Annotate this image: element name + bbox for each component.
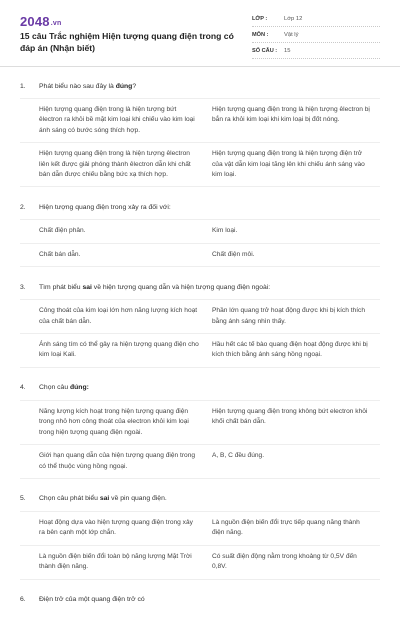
answer-option[interactable]: Chất điện phân. xyxy=(39,227,86,235)
meta-label: SỐ CÂU : xyxy=(252,48,278,54)
answer-option[interactable]: Chất bán dẫn. xyxy=(39,250,81,258)
answer-option[interactable]: Là nguồn điện biến đổi trực tiếp quang năng thành điện năng. xyxy=(212,518,360,537)
question-text-pre: Tìm phát biểu xyxy=(39,283,83,291)
answer-option[interactable]: Có suất điện động nằm trong khoảng từ 0,5V đến 0,8V. xyxy=(212,552,357,571)
question-text-post: về pin quang điện. xyxy=(109,495,167,503)
document-title: 15 câu Trắc nghiệm Hiện tượng quang điện trong có đáp án (Nhận biết) xyxy=(20,31,234,53)
answer-option[interactable]: Năng lượng kích hoạt trong hiện tượng quang điện trong nhỏ hơn công thoát của electron khỏi kim loại trong hiện tượng quang điện ngoài. xyxy=(39,407,189,436)
question-stem xyxy=(0,376,400,400)
answer-options xyxy=(20,511,380,580)
question-text-bold: sai xyxy=(99,495,110,503)
answer-option[interactable]: Kim loại. xyxy=(212,227,238,235)
answer-option[interactable]: Giới hạn quang dẫn của hiện tượng quang điện trong có thể thuộc vùng hồng ngoại. xyxy=(39,452,196,470)
meta-label: MÔN : xyxy=(252,32,269,38)
meta-value: Vật lý xyxy=(284,32,299,38)
answer-option[interactable]: Hầu hết các tế bào quang điện hoạt động được khi bị kích thích bằng ánh sáng hồng ngoại. xyxy=(212,341,368,359)
question-number: 5. xyxy=(20,495,26,503)
answer-options xyxy=(20,219,380,267)
answer-option[interactable]: Phần lớn quang trở hoạt động được khi bị kích thích bằng ánh sáng nhìn thấy. xyxy=(212,307,366,325)
meta-value: 15 xyxy=(284,48,291,54)
answer-option[interactable]: Hiện tượng quang điện trong là hiện tượng bứt êlectron ra khỏi bề mặt kim loại khi chiếu vào kim loại ánh sáng có bước sóng thích hợp. xyxy=(39,106,195,134)
question-text-pre: Chọn câu phát biểu xyxy=(39,495,100,503)
answer-option[interactable]: Chất điện môi. xyxy=(212,250,255,258)
answer-option[interactable]: Ánh sáng tím có thể gây ra hiện tượng quang điện cho kim loại Kali. xyxy=(39,341,199,359)
question-text-bold: đúng: xyxy=(69,384,89,392)
answer-options xyxy=(20,299,380,368)
answer-options xyxy=(20,400,380,479)
answer-row xyxy=(20,220,380,243)
question-text xyxy=(39,204,171,211)
question-number: 2. xyxy=(20,203,26,211)
question-number: 3. xyxy=(20,283,26,291)
question-block xyxy=(0,487,400,580)
question-number: 6. xyxy=(20,596,26,604)
answer-option[interactable]: A, B, C đều đúng. xyxy=(212,452,265,460)
logo-text: 2048 xyxy=(20,14,50,29)
meta-row-class xyxy=(252,12,380,27)
logo-suffix: .vn xyxy=(50,20,62,27)
question-block xyxy=(0,275,400,368)
question-list xyxy=(0,74,400,620)
answer-row xyxy=(20,99,380,143)
answer-options xyxy=(20,98,380,187)
question-stem xyxy=(0,74,400,98)
document-header xyxy=(0,0,400,60)
question-stem xyxy=(0,487,400,511)
question-stem xyxy=(0,195,400,219)
question-text xyxy=(39,83,136,90)
question-number: 4. xyxy=(20,384,26,392)
answer-row xyxy=(20,300,380,334)
meta-row-subject xyxy=(252,28,380,43)
question-text-post: về hiện tượng quang dẫn và hiện tượng quang điện ngoài: xyxy=(91,283,271,291)
answer-option[interactable]: Hiện tượng quang điện trong là hiện tượng điện trở của vật dẫn kim loại tăng lên khi chiếu ánh sáng vào kim loại. xyxy=(212,150,365,179)
question-text-pre: Chọn câu xyxy=(39,384,70,392)
meta-row-question-count xyxy=(252,44,380,59)
answer-row xyxy=(20,244,380,267)
question-text-pre: Hiện tượng quang điện trong xảy ra đối với: xyxy=(39,203,171,211)
answer-option[interactable]: Công thoát của kim loại lớn hơn năng lượng kích hoạt của chất bán dẫn. xyxy=(39,307,198,325)
answer-option[interactable]: Hiện tượng quang điện trong là hiện tượng êlectron liên kết được giải phóng thành êlectron dẫn khi chất bán dẫn được chiếu bằng bức xạ thích hợp. xyxy=(39,150,191,179)
answer-row xyxy=(20,512,380,546)
document-meta xyxy=(252,12,380,60)
answer-row xyxy=(20,334,380,368)
question-text xyxy=(39,284,270,291)
question-number: 1. xyxy=(20,82,26,90)
answer-option[interactable]: Hiện tượng quang điện trong không bứt electron khỏi khối chất bán dẫn. xyxy=(212,407,368,426)
answer-row xyxy=(20,546,380,580)
question-text-pre: Điện trở của một quang điện trở có xyxy=(39,596,145,604)
question-stem xyxy=(0,275,400,299)
question-text-pre: Phát biểu nào sau đây là xyxy=(39,82,116,90)
question-block xyxy=(0,74,400,187)
question-block xyxy=(0,195,400,267)
header-divider xyxy=(0,66,400,67)
meta-value: Lớp 12 xyxy=(284,16,303,22)
answer-option[interactable]: Hoạt động dựa vào hiện tượng quang điện trong xảy ra bên cạnh một lớp chắn. xyxy=(39,518,193,537)
answer-option[interactable]: Là nguồn điện biến đổi toàn bộ năng lượng Mặt Trời thành điện năng. xyxy=(39,552,192,571)
question-text xyxy=(39,495,167,502)
question-text-bold: đúng xyxy=(115,82,133,90)
answer-row xyxy=(20,401,380,445)
meta-label: LỚP : xyxy=(252,16,268,22)
question-text-post: ? xyxy=(132,82,137,90)
answer-row xyxy=(20,143,380,187)
site-logo[interactable] xyxy=(20,14,61,29)
question-text xyxy=(39,384,89,391)
question-text-bold: sai xyxy=(82,283,92,291)
question-block xyxy=(0,376,400,479)
answer-row xyxy=(20,445,380,479)
answer-option[interactable]: Hiện tượng quang điện trong là hiện tượng êlectron bị bắn ra khỏi kim loại khi kim loại bị đốt nóng. xyxy=(212,106,370,124)
